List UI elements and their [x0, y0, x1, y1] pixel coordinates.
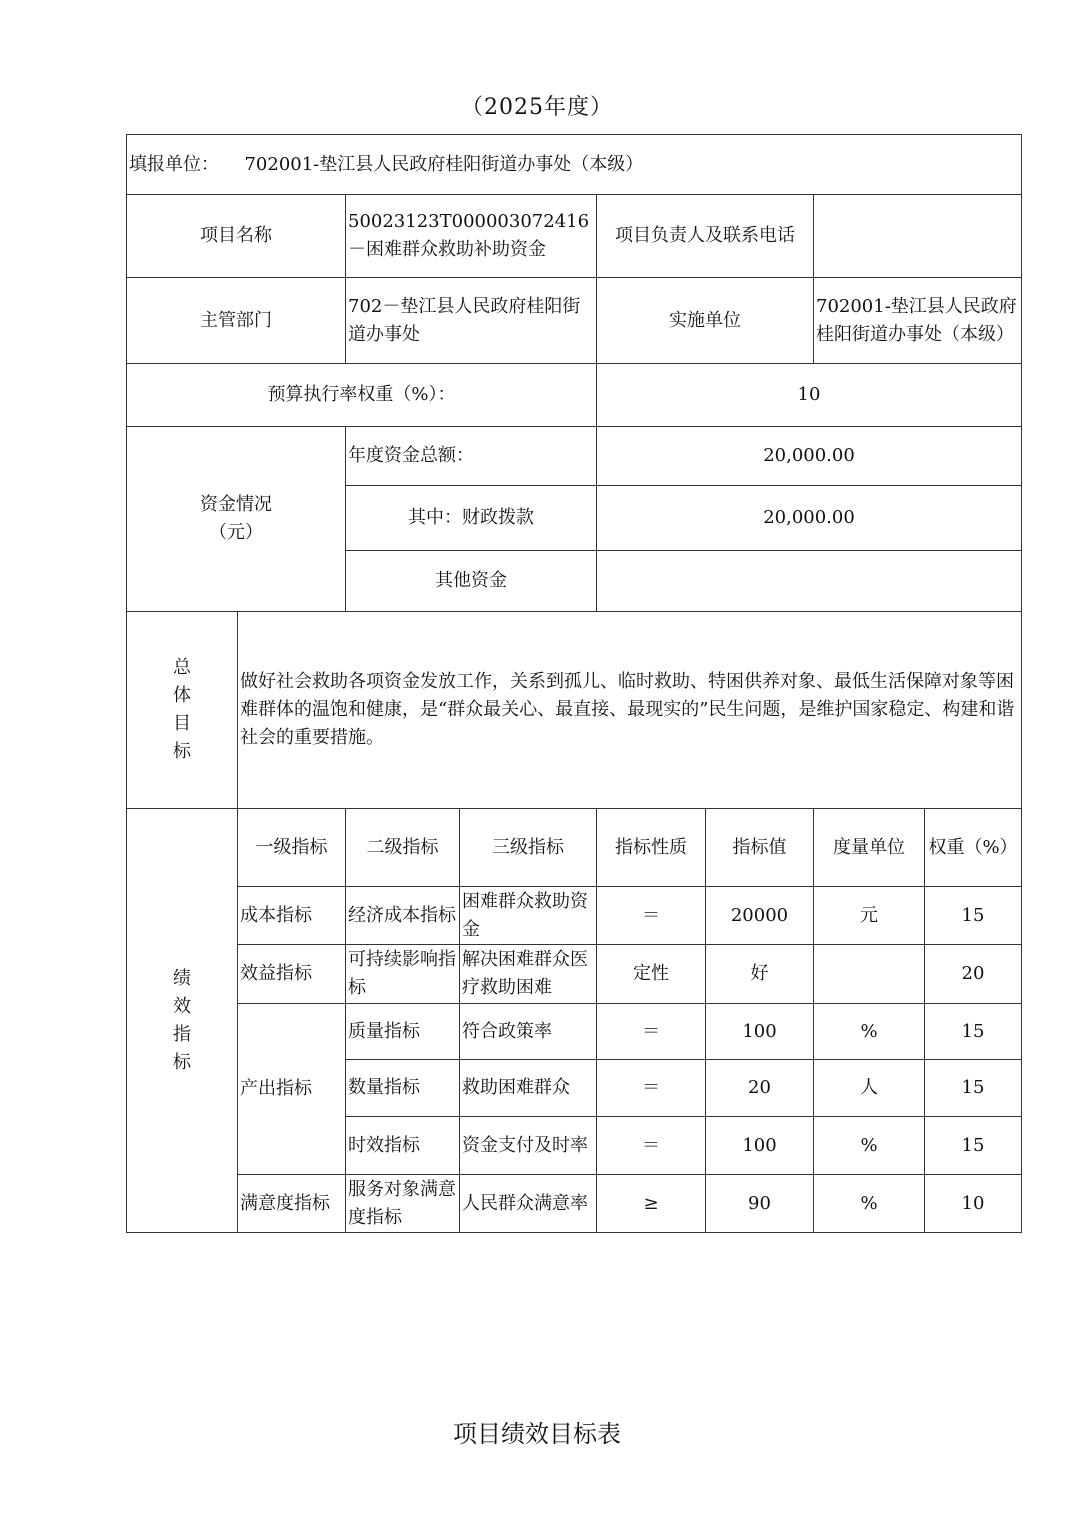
quantity-level2: 数量指标 [346, 1060, 460, 1117]
table-row [127, 1175, 1022, 1233]
satisfaction-level1: 满意度指标 [238, 1175, 346, 1233]
perf-header-row [127, 809, 1022, 887]
quality-weight: 15 [925, 1004, 1022, 1060]
benefit-level1: 效益指标 [238, 945, 346, 1004]
quality-nature: ＝ [597, 1004, 706, 1060]
timeliness-level2: 时效指标 [346, 1117, 460, 1175]
funds-label [127, 427, 346, 612]
quality-level3: 符合政策率 [460, 1004, 597, 1060]
table-row [127, 945, 1022, 1004]
cost-level1: 成本指标 [238, 887, 346, 945]
satisfaction-weight: 10 [925, 1175, 1022, 1233]
header-level3: 三级指标 [460, 809, 597, 887]
project-leader-value [814, 195, 1022, 278]
funds-label-line2: （元） [209, 522, 263, 543]
budget-rate-value: 10 [597, 364, 1022, 427]
header-nature: 指标性质 [597, 809, 706, 887]
cost-weight: 15 [925, 887, 1022, 945]
performance-form-table [126, 134, 1022, 1233]
satisfaction-level2: 服务对象满意度指标 [346, 1175, 460, 1233]
performance-char: 标 [173, 1051, 191, 1073]
overall-goal-text: 做好社会救助各项资金发放工作，关系到孤儿、临时救助、特困供养对象、最低生活保障对象等困难群体的温饱和健康，是“群众最关心、最直接、最现实的”民生问题，是维护国家稳定、构建和谐社会的重要措施。 [238, 612, 1022, 809]
table-row [127, 1004, 1022, 1060]
department-value: 702－垫江县人民政府桂阳街道办事处 [346, 278, 597, 364]
performance-label [127, 809, 238, 1233]
benefit-value: 好 [706, 945, 814, 1004]
quantity-nature: ＝ [597, 1060, 706, 1117]
quality-unit: % [814, 1004, 925, 1060]
funds-total-row [127, 427, 1022, 486]
satisfaction-unit: % [814, 1175, 925, 1233]
project-leader-label: 项目负责人及联系电话 [597, 195, 814, 278]
cost-level3: 困难群众救助资金 [460, 887, 597, 945]
funds-label-line1: 资金情况 [200, 494, 272, 515]
overall-goal-char: 目 [173, 713, 191, 734]
department-row [127, 278, 1022, 364]
overall-goal-row [127, 612, 1022, 809]
project-name-label: 项目名称 [127, 195, 346, 278]
benefit-unit [814, 945, 925, 1004]
satisfaction-nature: ≥ [597, 1175, 706, 1233]
funds-fiscal-label: 其中：财政拨款 [346, 486, 597, 551]
funds-other-label: 其他资金 [346, 551, 597, 612]
budget-rate-label: 预算执行率权重（%）： [127, 364, 597, 427]
header-weight: 权重（%） [925, 809, 1022, 887]
overall-goal-char: 总 [173, 657, 191, 678]
overall-goal-char: 体 [173, 685, 191, 706]
year-label: （2025年度） [461, 95, 613, 120]
funds-total-label: 年度资金总额： [346, 427, 597, 486]
cost-level2: 经济成本指标 [346, 887, 460, 945]
quantity-value: 20 [706, 1060, 814, 1117]
overall-goal-char: 标 [173, 741, 191, 762]
performance-char: 绩 [173, 967, 191, 989]
project-name-value: 50023123T000003072416－困难群众救助补助资金 [346, 195, 597, 278]
satisfaction-value: 90 [706, 1175, 814, 1233]
overall-goal-label [127, 612, 238, 809]
funds-other-value [597, 551, 1022, 612]
fill-unit-row [127, 135, 1022, 195]
quality-level2: 质量指标 [346, 1004, 460, 1060]
header-level1: 一级指标 [238, 809, 346, 887]
fill-unit-value: 702001-垫江县人民政府桂阳街道办事处（本级） [244, 153, 644, 175]
benefit-nature: 定性 [597, 945, 706, 1004]
doc-title: 项目绩效目标表 [453, 1420, 621, 1448]
quantity-weight: 15 [925, 1060, 1022, 1117]
quantity-unit: 人 [814, 1060, 925, 1117]
impl-unit-label: 实施单位 [597, 278, 814, 364]
quantity-level3: 救助困难群众 [460, 1060, 597, 1117]
header-level2: 二级指标 [346, 809, 460, 887]
timeliness-nature: ＝ [597, 1117, 706, 1175]
timeliness-unit: % [814, 1117, 925, 1175]
benefit-weight: 20 [925, 945, 1022, 1004]
timeliness-level3: 资金支付及时率 [460, 1117, 597, 1175]
quality-value: 100 [706, 1004, 814, 1060]
timeliness-value: 100 [706, 1117, 814, 1175]
project-row [127, 195, 1022, 278]
funds-fiscal-value: 20,000.00 [597, 486, 1022, 551]
benefit-level2: 可持续影响指标 [346, 945, 460, 1004]
performance-char: 指 [173, 1023, 191, 1045]
fill-unit-label: 填报单位： [129, 153, 219, 175]
budget-rate-row [127, 364, 1022, 427]
cost-unit: 元 [814, 887, 925, 945]
cost-nature: ＝ [597, 887, 706, 945]
cost-value: 20000 [706, 887, 814, 945]
satisfaction-level3: 人民群众满意率 [460, 1175, 597, 1233]
impl-unit-value: 702001-垫江县人民政府桂阳街道办事处（本级） [814, 278, 1022, 364]
funds-total-value: 20,000.00 [597, 427, 1022, 486]
output-level1: 产出指标 [238, 1004, 346, 1175]
timeliness-weight: 15 [925, 1117, 1022, 1175]
header-value: 指标值 [706, 809, 814, 887]
header-unit: 度量单位 [814, 809, 925, 887]
department-label: 主管部门 [127, 278, 346, 364]
performance-char: 效 [173, 995, 191, 1017]
table-row [127, 887, 1022, 945]
benefit-level3: 解决困难群众医疗救助困难 [460, 945, 597, 1004]
